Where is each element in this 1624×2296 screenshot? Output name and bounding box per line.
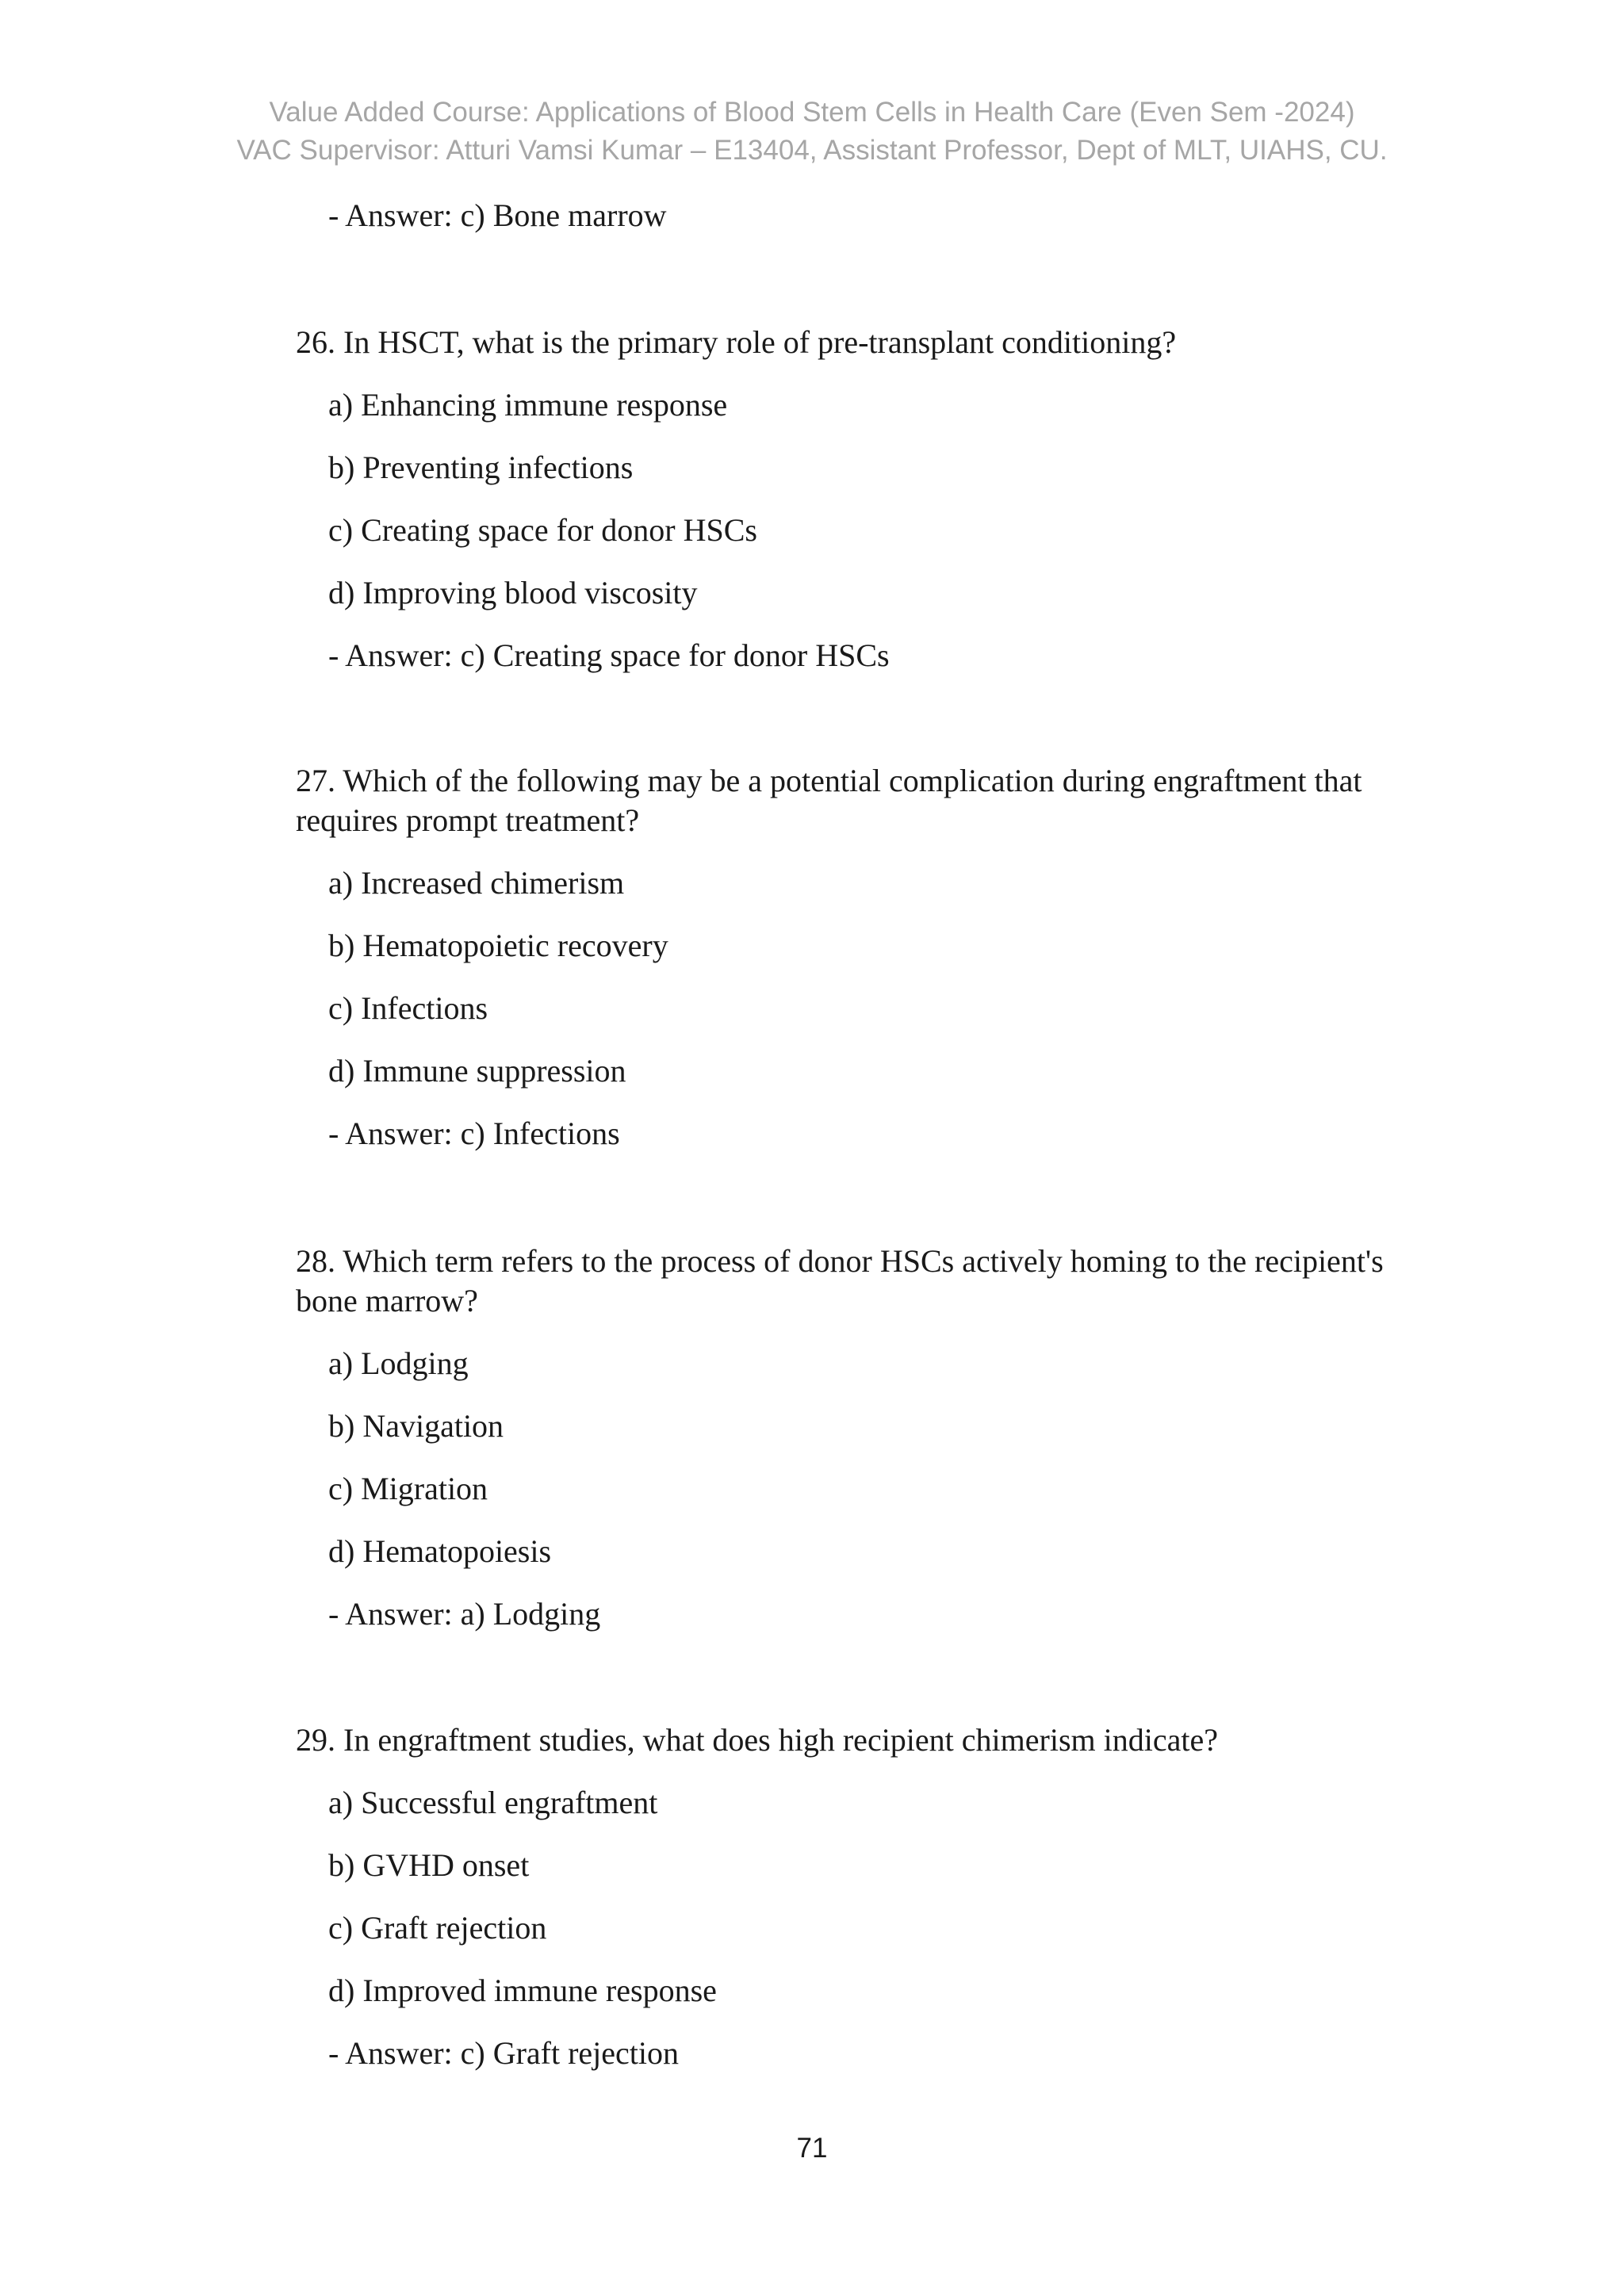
question-text: 26. In HSCT, what is the primary role of pre-transplant conditioning? xyxy=(296,324,1177,360)
option-b: b) Hematopoietic recovery xyxy=(328,928,668,963)
question-text: 27. Which of the following may be a potential complication during engraftment that requires prompt treatment? xyxy=(296,763,1362,838)
option-a: a) Successful engraftment xyxy=(328,1785,658,1820)
option-b: b) Navigation xyxy=(328,1408,504,1444)
question-26 xyxy=(296,323,1438,698)
option-a: a) Enhancing immune response xyxy=(328,387,728,423)
option-a: a) Lodging xyxy=(328,1345,469,1381)
header-supervisor: VAC Supervisor: Atturi Vamsi Kumar – E13404, Assistant Professor, Dept of MLT, UIAHS, CU. xyxy=(236,135,1388,166)
option-c: c) Infections xyxy=(328,990,488,1026)
option-d: d) Improved immune response xyxy=(328,1973,717,2008)
answer-line: - Answer: a) Lodging xyxy=(328,1596,601,1632)
option-c: c) Creating space for donor HSCs xyxy=(328,512,757,548)
question-text: 29. In engraftment studies, what does high recipient chimerism indicate? xyxy=(296,1722,1218,1758)
question-27 xyxy=(296,761,1438,1177)
question-29 xyxy=(296,1720,1438,2096)
answer-line: - Answer: c) Graft rejection xyxy=(328,2035,680,2071)
question-28 xyxy=(296,1242,1438,1657)
option-d: d) Improving blood viscosity xyxy=(328,575,698,610)
option-a: a) Increased chimerism xyxy=(328,865,625,901)
option-b: b) Preventing infections xyxy=(328,450,634,485)
option-d: d) Hematopoiesis xyxy=(328,1533,552,1569)
answer-line: - Answer: c) Infections xyxy=(328,1115,620,1151)
answer-line: - Answer: c) Creating space for donor HSCs xyxy=(328,637,890,673)
previous-question-answer: - Answer: c) Bone marrow xyxy=(328,197,667,233)
option-d: d) Immune suppression xyxy=(328,1053,626,1089)
option-b: b) GVHD onset xyxy=(328,1847,530,1883)
page-number: 71 xyxy=(796,2133,828,2164)
header-course-title: Value Added Course: Applications of Blood Stem Cells in Health Care (Even Sem -2024) xyxy=(269,97,1355,128)
option-c: c) Migration xyxy=(328,1471,488,1506)
page-header xyxy=(0,94,1624,170)
option-c: c) Graft rejection xyxy=(328,1910,547,1946)
question-text: 28. Which term refers to the process of donor HSCs actively homing to the recipient's bone marrow? xyxy=(296,1243,1384,1318)
